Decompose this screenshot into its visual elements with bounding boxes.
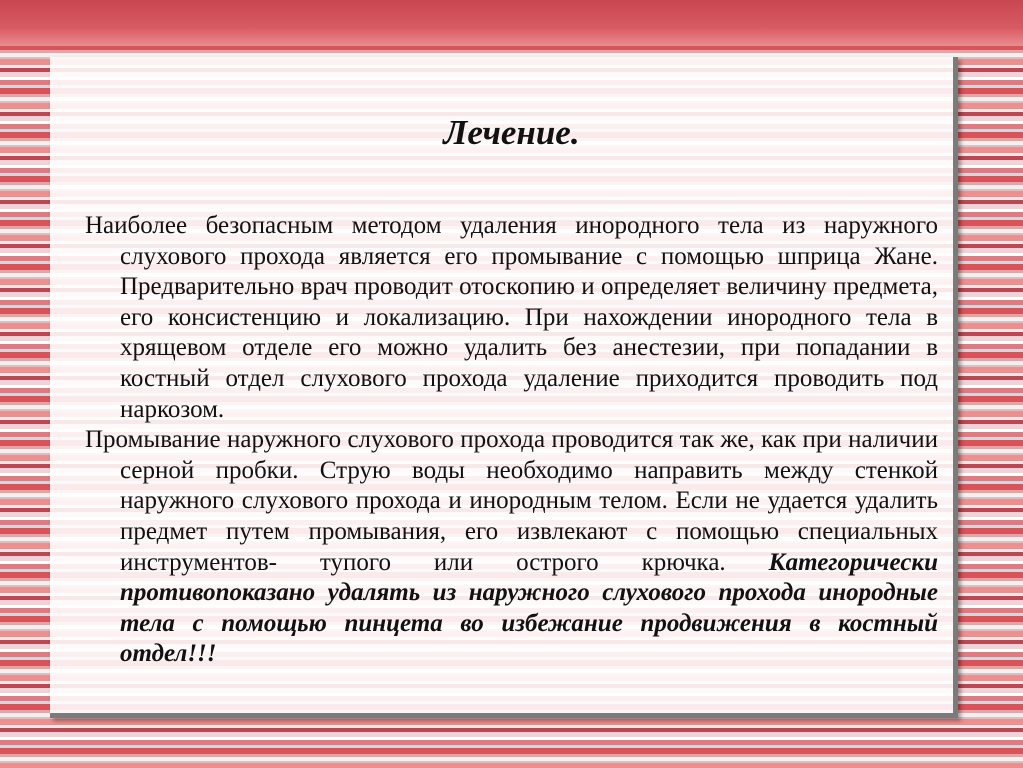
slide-title: Лечение. [443, 113, 580, 152]
top-banner [0, 0, 1023, 46]
paragraph-washing-method [85, 211, 938, 425]
slide-body [85, 211, 938, 670]
paragraph-washing-procedure [85, 425, 938, 670]
paragraph-2-text: Промывание наружного слухового прохода проводится так же, как при наличии серной пробки. Струю воды необходимо направить между стенкой наружного слухового прохода и инородным телом. Если не удается удалить предмет путем промывания, его извлекают с помощью специальных инструментов- тупого или острого крючка. [85, 426, 938, 576]
warning-text: Категорически противопоказано удалять из наружного слухового прохода инородные тела с помощью пинцета во избежание продвижения в костный отдел!!! [120, 548, 938, 668]
paragraph-1-text: Наиболее безопасным методом удаления инородного тела из наружного слухового прохода является его промывание с помощью шприца Жане. Предварительно врач проводит отоскопию и определяет величину предмета, его консистенцию и локализацию. При нахождении инородного тела в хрящевом отделе его можно удалить без анестезии, при попадании в костный отдел слухового прохода удаление приходится проводить под наркозом. [85, 212, 938, 423]
